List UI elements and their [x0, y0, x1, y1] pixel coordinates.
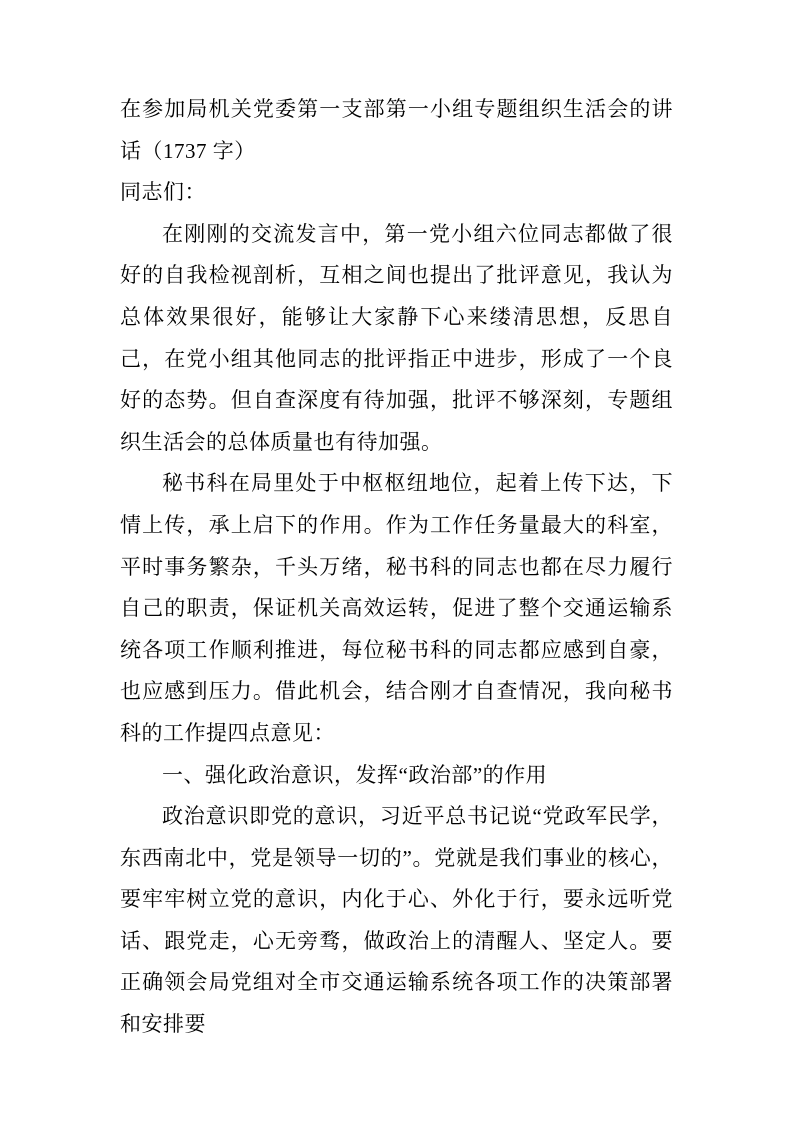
document-content — [120, 89, 673, 1046]
paragraph-political-awareness: 政治意识即党的意识，习近平总书记说“党政军民学，东西南北中，党是领导一切的”。党就是我们事业的核心，要牢牢树立党的意识，内化于心、外化于行，要永远听党话、跟党走，心无旁骛，做政治上的清醒人、坚定人。要正确领会局党组对全市交通运输系统各项工作的决策部署和安排要 — [120, 804, 673, 1037]
paragraph-secretary-section-role: 秘书科在局里处于中枢枢纽地位，起着上传下达，下情上传，承上启下的作用。作为工作任务量最大的科室，平时事务繁杂，千头万绪，秘书科的同志也都在尽力履行自己的职责，保证机关高效运转，促进了整个交通运输系统各项工作顺利推进，每位秘书科的同志都应感到自豪，也应感到压力。借此机会，结合刚才自查情况，我向秘书科的工作提四点意见： — [120, 471, 673, 745]
paragraph-opening-remarks: 在刚刚的交流发言中，第一党小组六位同志都做了很好的自我检视剖析，互相之间也提出了批评意见，我认为总体效果很好，能够让大家静下心来缕清思想，反思自己，在党小组其他同志的批评指正中进步，形成了一个良好的态势。但自查深度有待加强，批评不够深刻，专题组织生活会的总体质量也有待加强。 — [120, 221, 673, 454]
document-body — [120, 214, 673, 1046]
section-heading-1: 一、强化政治意识，发挥“政治部”的作用 — [162, 762, 548, 787]
salutation: 同志们： — [120, 180, 206, 205]
document-title: 在参加局机关党委第一支部第一小组专题组织生活会的讲话（1737 字） — [120, 97, 673, 163]
